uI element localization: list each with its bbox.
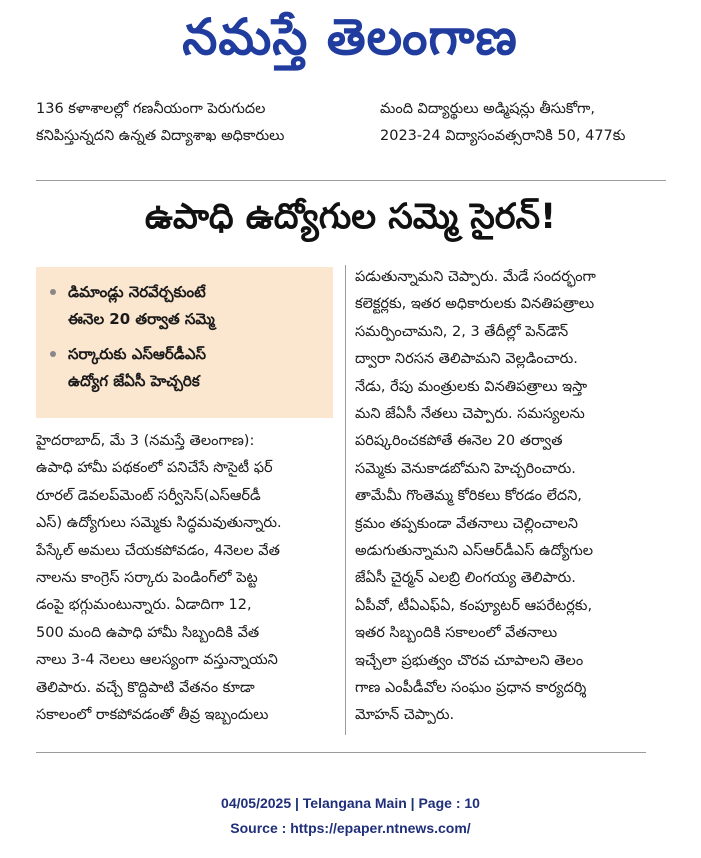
highlight-text: ఉద్యోగ జేఏసీ హెచ్చరిక [68,372,200,390]
highlight-text: డిమాండ్లు నెరవేర్చకుంటే [68,283,206,301]
text-line: ఉపాధి హామీ పథకంలో పనిచేసే సొసైటీ ఫర్ [36,460,273,477]
text-line: ద్వారా నిరసన తెలిపామని వెల్లడించారు. [355,351,578,368]
text-line: నేడు, రేపు మంత్రులకు వినతిపత్రాలు ఇస్తా [355,378,588,395]
text-line: మోహన్ చెప్పారు. [355,707,455,724]
text-line: కలెక్టర్లకు, ఇతర అధికారులకు వినతిపత్రాలు [355,296,595,313]
text-line: కనిపిస్తున్నదని ఉన్నత విద్యాశాఖ అధికారులు [36,128,285,144]
text-line: పరిష్కరించకపోతే ఈనెల 20 తర్వాత [355,433,563,450]
text-line: గాణ ఎంపీడీవోల సంఘం ప్రధాన కార్యదర్శి [355,680,587,696]
text-line: క్రమం తప్పకుండా వేతనాలు చెల్లించాలని [355,515,578,532]
text-line: మని జేఏసీ నేతలు చెప్పారు. సమస్యలను [355,406,585,422]
text-line: సమర్పించామని, 2, 3 తేదీల్లో పెన్‌డౌన్ [355,323,569,340]
highlight-text: ఈనెల 20 తర్వాత సమ్మె [68,310,215,328]
text-line: నాలను కాంగ్రెస్ సర్కారు పెండింగ్‌లో పెట్ట [36,570,258,586]
text-line: సమ్మెకు వెనుకాడబోమని హెచ్చరించారు. [355,460,576,477]
text-line: మంది విద్యార్థులు అడ్మిషన్లు తీసుకోగా, [380,101,596,117]
masthead-logo: నమస్తే తెలంగాణ [182,7,518,66]
text-line: జేఏసీ చైర్మన్ ఎలబ్రి లింగయ్య తెలిపారు. [355,570,576,587]
text-line: ఎస్) ఉద్యోగులు సమ్మెకు సిద్ధమవుతున్నారు. [36,515,282,532]
text-line: ఏపీవో, టీఏఎఫ్‌ఏ, కంప్యూటర్ ఆపరేటర్లకు, [355,597,593,614]
text-line: తెలిపారు. వచ్చే కొద్దిపాటి వేతనం కూడా [36,679,255,696]
text-line: 2023-24 విద్యాసంవత్సరానికి 50, 477కు [380,128,626,144]
text-line: పేస్కేల్ అమలు చేయకపోవడం, 4నెలల వేత [36,542,280,559]
text-line: 136 కళాశాలల్లో గణనీయంగా పెరుగుదల [36,101,266,117]
text-line: 500 మంది ఉపాధి హామీ సిబ్బందికి వేత [36,624,260,641]
article-headline: ఉపాధి ఉద్యోగుల సమ్మె సైరన్! [144,197,557,237]
bullet-icon [50,351,56,357]
text-line: నాలు 3-4 నెలలు ఆలస్యంగా వస్తున్నాయని [36,652,278,669]
text-line: రూరల్ డెవలప్‌మెంట్ సర్వీసెస్(ఎస్‌ఆర్‌డీ [36,487,261,504]
text-line: తామేమీ గొంతెమ్మ కోరికలు కోరడం లేదని, [355,488,582,505]
bullet-icon [50,289,56,295]
footer-source: Source : https://epaper.ntnews.com/ [230,820,471,836]
text-line: డంపై భగ్గుమంటున్నారు. ఏడాదిగా 12, [36,597,252,614]
highlight-box [36,267,333,418]
text-line: ఇచ్చేలా ప్రభుత్వం చొరవ చూపాలని తెలం [355,652,584,669]
text-line: ఇతర సిబ్బందికి సకాలంలో వేతనాలు [355,625,558,642]
text-line: అడుగుతున్నామని ఎస్‌ఆర్‌డీఎస్ ఉద్యోగుల [355,543,594,559]
footer-dateline: 04/05/2025 | Telangana Main | Page : 10 [221,795,480,811]
highlight-text: సర్కారుకు ఎస్‌ఆర్‌డీఎస్ [68,345,207,363]
column-divider [345,265,346,735]
text-line: హైదరాబాద్, మే 3 (నమస్తే తెలంగాణ): [36,433,255,449]
bottom-divider [36,752,646,753]
text-line: పడుతున్నామని చెప్పారు. మేడే సందర్భంగా [355,269,596,285]
top-divider [36,180,666,181]
text-line: సకాలంలో రాకపోవడంతో తీవ్ర ఇబ్బందులు [36,707,269,723]
